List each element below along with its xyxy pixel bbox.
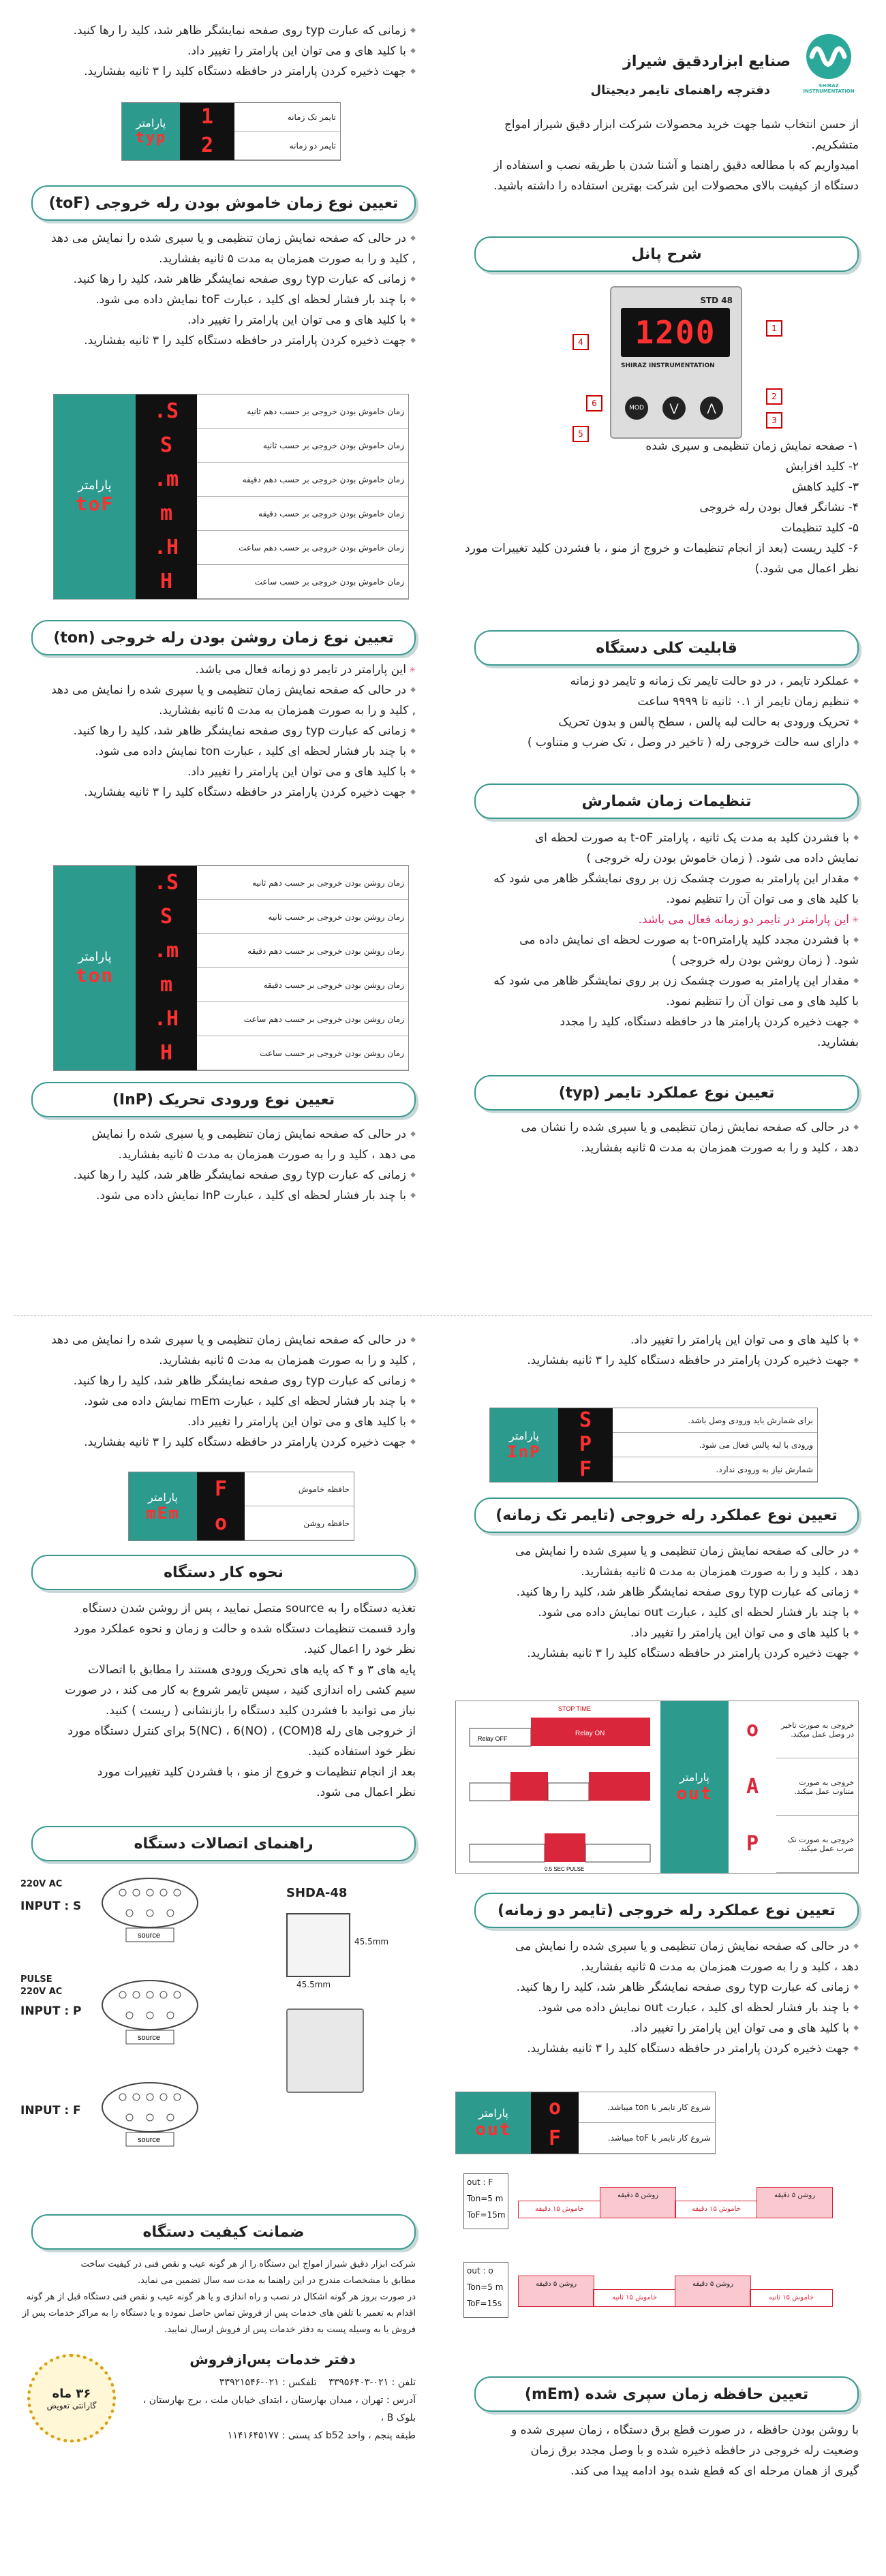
inp-rows <box>613 1408 817 1482</box>
ex1-seg-on: روشن ۵ دقیقه <box>600 2187 676 2218</box>
tof-row-desc: زمان خاموش بودن خروجی بر حسب دقیقه <box>197 497 408 531</box>
panel-legend-item: ۲- کلید افزایش <box>785 460 859 474</box>
tof-line: ◆ در حالی که صفحه نمایش زمان تنظیمی و یا سپری شده را نمایش می دهد <box>14 228 416 249</box>
ton-line: ◆ جهت ذخیره کردن پارامتر در حافظه دستگاه کلید را ۳ ثانیه بفشارید. <box>14 782 416 803</box>
warranty-line: در صورت بروز هر گونه اشکال در نصب و راه اندازی و یا هر گونه عیب و نقص فنی دستگاه قبل از هر گونه <box>26 2292 416 2302</box>
pulse-label: 0.5 SEC PULSE <box>545 1866 585 1872</box>
out1-row-desc: خروجی به صورت تک ضرب عمل میکند. <box>776 1816 858 1873</box>
tof-line: ◆ زمانی که عبارت typ روی صفحه نمایشگر ظاهر شد، کلید را رها کنید. <box>14 269 416 290</box>
ton-line: , کلید و را به صورت همزمان به مدت ۵ ثانیه بفشارید. <box>159 704 416 717</box>
input-s-label: INPUT : S <box>20 1899 82 1913</box>
wiring-diagrams <box>20 1872 416 2192</box>
tel-label: تلفن : <box>391 2377 416 2388</box>
ex1-params <box>463 2173 508 2229</box>
inp-codes <box>558 1408 613 1482</box>
section-title: تعیین نوع عملکرد رله خروجی (تایمر دو زمانه) <box>498 1902 836 1919</box>
ex2-seg-on: روشن ۵ دقیقه <box>518 2276 594 2307</box>
panel-legend-item: ۴- نشانگر فعال بودن رله خروجی <box>699 501 859 514</box>
relay-off-mark <box>470 1844 545 1862</box>
section-inp <box>31 1082 416 1117</box>
out1-code: P <box>746 1832 759 1856</box>
inp-text <box>14 1124 416 1206</box>
counting-line: ◆ جهت ذخیره کردن پارامتر ها در حافظه دستگاه، کلید را مجدد <box>463 1012 859 1032</box>
typ-line: ◆ در حالی که صفحه نمایش زمان تنظیمی و یا سپری شده را نشان می <box>463 1117 859 1138</box>
down-key[interactable]: ⋁ <box>662 397 686 420</box>
inp-line: ◆ جهت ذخیره کردن پارامتر در حافظه دستگاه کلید را ۳ ثانیه بفشارید. <box>463 1350 859 1371</box>
counting-note: ✳ این پارامتر در تایمر دو زمانه فعال می باشد. <box>463 910 859 930</box>
work-line: پایه های ۳ و ۴ که پایه های تحریک ورودی هستند را مطابق با اتصالات <box>88 1663 416 1677</box>
device-height-dim: 45.5mm <box>354 1937 389 1946</box>
section-panel <box>474 236 859 272</box>
panel-legend-item: ۵- کلید تنظیمات <box>781 521 859 535</box>
out2-param-label <box>456 2092 531 2154</box>
warranty-line: اقدام به تعمیر با تلفن های خدمات پس از فروش تماس حاصل نموده و یا دستگاه را به مراکز خدمات پس از <box>22 2308 416 2318</box>
mem-instructions <box>14 1330 416 1453</box>
section-work <box>31 1555 416 1590</box>
mem-line: ◆ با چند بار فشار لحظه ای کلید ، عبارت mEm نمایش داده می شود. <box>14 1391 416 1412</box>
callout-4: 4 <box>572 334 589 350</box>
mem-line: وضعیت رله خروجی در حافظه ذخیره شده و با وصل مجدد برق زمان <box>530 2444 859 2457</box>
counting-line: با کلید های و می توان آن را تنظیم نمود. <box>666 893 859 906</box>
section-title: تعیین حافظه زمان سپری شده (mEm) <box>524 2385 809 2403</box>
out2-text <box>463 1936 859 2059</box>
param-code: mEm <box>146 1503 180 1523</box>
device-outline-side <box>286 2008 364 2093</box>
out2-line: ◆ جهت ذخیره کردن پارامتر در حافظه دستگاه کلید را ۳ ثانیه بفشارید. <box>463 2038 859 2059</box>
inp-param-label <box>490 1408 558 1482</box>
office-address-2: طبقه پنجم ، واحد b52 کد پستی : ۱۱۴۱۶۴۵۱۷۷ <box>227 2430 416 2441</box>
out1-param-label <box>660 1701 729 1873</box>
typ-code: 2 <box>200 134 214 157</box>
ton-row-desc: زمان روشن بودن خروجی بر حسب دهم دقیقه <box>197 934 408 968</box>
ex1-head: out : F <box>467 2177 493 2187</box>
intro-line: دستگاه از کیفیت بالای محصولات این شرکت بهترین استفاده را داشته باشید. <box>493 179 859 193</box>
mem-code: F <box>214 1477 228 1501</box>
typ-code: 1 <box>200 105 214 129</box>
tof-row-desc: زمان خاموش بودن خروجی بر حسب ثانیه <box>197 429 408 463</box>
tel-value: ۰۲۱-۳۳۹۵۶۴۰۳ <box>329 2377 389 2388</box>
counting-line: ◆ با فشردن کلید به مدت یک ثانیه ، پارامتر t-oF به صورت لحظه ای <box>463 828 859 848</box>
mem-param-label <box>129 1472 197 1540</box>
tof-param-table <box>53 394 409 600</box>
ex2-seg-on: روشن ۵ دقیقه <box>675 2276 751 2307</box>
mem-line: گیری از همان مرحله ای که قطع شده بود ادامه پیدا می کند. <box>570 2464 859 2478</box>
relay-on-label: Relay ON <box>575 1730 605 1737</box>
device-display <box>621 308 730 357</box>
tof-codes <box>136 394 197 599</box>
callout-1: 1 <box>766 320 782 337</box>
out2-line: دهد ، کلید و را به صورت همزمان به مدت ۵ ثانیه بفشارید. <box>581 1960 859 1974</box>
ex2-ton: Ton=5 m <box>467 2282 504 2292</box>
section-title: ضمانت کیفیت دستگاه <box>142 2223 305 2241</box>
mem-line: ◆ با کلید های و می توان این پارامتر را تغییر داد. <box>14 1412 416 1432</box>
office-address: آدرس : تهران ، میدان بهارستان ، ابتدای خیابان ملت ، برج بهارستان ، بلوک B ، <box>142 2395 416 2423</box>
section-out1 <box>474 1498 859 1533</box>
booklet-title: دفترچه راهنمای تایمر دیجیتال <box>590 83 770 97</box>
capability-list <box>463 671 859 753</box>
typ-row-desc: تایمر دو زمانه <box>234 131 340 160</box>
ex1-ton: Ton=5 m <box>467 2194 504 2203</box>
tof-code: H <box>159 570 173 593</box>
intro-line: امیدواریم که با مطالعه دقیق راهنما و آشنا شدن با طریقه نصب و استفاده از <box>493 159 859 172</box>
param-label: پارامتر <box>509 1429 539 1442</box>
work-line: نظر خود را اعمال کنید. <box>303 1643 416 1656</box>
page-divider <box>14 1315 872 1316</box>
mem-line: با روشن بودن حافظه ، در صورت قطع برق دستگاه ، زمان سپری شده و <box>511 2423 859 2437</box>
mem-text <box>463 2420 859 2481</box>
out2-code: o <box>548 2096 562 2120</box>
section-tof <box>31 185 416 221</box>
work-text <box>14 1598 416 1803</box>
param-code: ton <box>75 964 114 987</box>
source-label: source <box>138 2136 161 2144</box>
callout-6: 6 <box>586 395 602 412</box>
input-p-voltage: 220V AC <box>20 1987 63 1997</box>
out1-row-desc: خروجی به صورت تاخیر در وصل عمل میکند. <box>776 1701 858 1758</box>
section-title: نحوه کار دستگاه <box>164 1564 284 1581</box>
counting-line: ◆ مقدار این پارامتر به صورت چشمک زن بر روی نمایشگر ظاهر می شود که <box>463 971 859 991</box>
mem-line: ◆ جهت ذخیره کردن پارامتر در حافظه دستگاه کلید را ۳ ثانیه بفشارید. <box>14 1432 416 1453</box>
relay-off-mark <box>470 1783 510 1801</box>
ex1-seg-on: روشن ۵ دقیقه <box>757 2187 833 2218</box>
section-out2 <box>474 1893 859 1928</box>
telfax-value: ۰۲۱-۳۳۹۲۱۵۴۶ <box>219 2377 279 2388</box>
param-label: پارامتر <box>679 1770 709 1784</box>
ex1-tof: ToF=15m <box>467 2210 506 2220</box>
out2-line: ◆ در حالی که صفحه نمایش زمان تنظیمی و یا سپری شده را نمایش می <box>463 1936 859 1957</box>
ton-rows <box>197 866 408 1070</box>
ton-row-desc: زمان روشن بودن خروجی بر حسب ثانیه <box>197 900 408 934</box>
ton-row-desc: زمان روشن بودن خروجی بر حسب دقیقه <box>197 968 408 1002</box>
inp-code: F <box>579 1457 592 1481</box>
tof-row-desc: زمان خاموش بودن خروجی بر حسب دهم ساعت <box>197 531 408 565</box>
ton-row-desc: زمان روشن بودن خروجی بر حسب دهم ساعت <box>197 1002 408 1036</box>
intro-line: متشکریم. <box>811 138 859 152</box>
out1-text <box>463 1541 859 1664</box>
counting-line: نمایش داده می شود. ( زمان خاموش بودن رله خروجی ) <box>586 852 859 865</box>
capability-item: ◆ عملکرد تایمر ، در دو حالت تایمر تک زمانه و تایمر دو زمانه <box>463 671 859 692</box>
intro-text <box>463 114 859 196</box>
work-line: وارد قسمت تنظیمات دستگاه شده و حالت و زمان و نحوه عملکرد مورد <box>74 1622 416 1636</box>
tof-line: ◆ با چند بار فشار لحظه ای کلید ، عبارت toF نمایش داده می شود. <box>14 290 416 310</box>
tof-code: m <box>159 501 173 525</box>
ton-row-desc: زمان روشن بودن خروجی بر حسب ساعت <box>197 1036 408 1070</box>
device-width-dim: 45.5mm <box>296 1980 331 1989</box>
company-name: صنایع ابزاردقیق شیراز <box>623 53 791 70</box>
work-line: نظر خود استفاده کنید. <box>307 1745 416 1758</box>
input-s-voltage: 220V AC <box>20 1879 63 1889</box>
tof-code: S <box>159 433 173 457</box>
out2-param-table <box>455 2092 716 2154</box>
section-title: راهنمای اتصالات دستگاه <box>134 1835 314 1852</box>
intro-line: از حسن انتخاب شما جهت خرید محصولات شرکت ابزار دقیق شیراز امواج <box>504 118 859 131</box>
ton-param-label <box>54 866 136 1070</box>
tof-row-desc: زمان خاموش بودن خروجی بر حسب ساعت <box>197 565 408 599</box>
typ-param-table <box>121 102 341 161</box>
section-title: تعیین نوع عملکرد تایمر (typ) <box>558 1084 775 1102</box>
ton-code: S <box>159 905 173 929</box>
logo-mark-icon <box>802 33 855 80</box>
ton-row-desc: زمان روشن بودن خروجی بر حسب دهم ثانیه <box>197 866 408 900</box>
work-line: نظر اعمال می شود. <box>316 1786 416 1799</box>
ton-note: ✳ این پارامتر در تایمر دو زمانه فعال می باشد. <box>14 659 416 680</box>
panel-legend-item: ۱- صفحه نمایش زمان تنظیمی و سپری شده <box>645 439 859 453</box>
param-code: typ <box>135 129 167 146</box>
out2-row-desc: شروع کار تایمر با ton میباشد. <box>579 2092 715 2123</box>
counting-line: بفشارید. <box>817 1036 859 1049</box>
warranty-line: فروش یا به وسیله پست به دفتر خدمات پس از فروش ارسال نمایید. <box>164 2325 416 2335</box>
typ-codes <box>180 103 234 160</box>
typ-text <box>463 1117 859 1158</box>
input-f-label: INPUT : F <box>20 2104 81 2117</box>
tof-rows <box>197 394 408 599</box>
tof-param-label <box>54 394 136 599</box>
out1-line: دهد ، کلید و را به صورت همزمان به مدت ۵ ثانیه بفشارید. <box>581 1565 859 1579</box>
counting-line: شود. ( زمان روشن بودن رله خروجی ) <box>671 954 859 967</box>
out1-codes <box>729 1701 776 1873</box>
tof-code: H. <box>153 536 179 559</box>
section-title: تنظیمات زمان شمارش <box>581 792 752 810</box>
input-p-pulse: PULSE <box>20 1974 52 1985</box>
section-title: تعیین نوع ورودی تحریک (InP) <box>112 1091 335 1108</box>
inp-row-desc: ورودی با لبه پالس فعال می شود. <box>613 1433 817 1457</box>
work-line: بعد از انجام تنظیمات و خروج از منو ، با فشردن کلید تغییرات مورد <box>97 1765 416 1779</box>
seal-months: ۳۶ ماه <box>52 2386 91 2401</box>
relay-off-mark <box>548 1783 589 1801</box>
mem-code: o <box>214 1511 228 1535</box>
out2-line: ◆ با چند بار فشار لحظه ای کلید ، عبارت out نمایش داده می شود. <box>463 1998 859 2018</box>
device-outline-model: SHDA-48 <box>286 1886 348 1900</box>
mem-row-desc: حافظه روشن <box>245 1506 354 1540</box>
ex2-head: out : o <box>467 2266 493 2276</box>
ex2-params <box>463 2262 508 2318</box>
out1-rows <box>776 1701 858 1873</box>
ton-code: m <box>159 973 173 997</box>
typ-line: دهد ، کلید و را به صورت همزمان به مدت ۵ ثانیه بفشارید. <box>581 1141 859 1155</box>
work-line: سیم کشی راه اندازی کنید ، سپس تایمر شروع به کار می کند ، در صورت <box>65 1683 416 1697</box>
mod-key[interactable]: MOD <box>625 397 648 420</box>
section-capability <box>474 630 859 666</box>
relay-off-label: Relay OFF <box>478 1735 508 1742</box>
seal-caption: گارانتی تعویض <box>46 2400 97 2410</box>
param-code: out <box>475 2119 512 2140</box>
capability-item: ◆ تحریک ورودی به حالت لبه پالس ، سطح پالس و بدون تحریک <box>463 712 859 732</box>
panel-legend-item: ۶- کلید ریست (بعد از انجام تنظیمات و خروج از منو ، با فشردن کلید تغییرات مورد نظر اعمال می شود.) <box>465 542 859 576</box>
param-label: پارامتر <box>136 117 166 129</box>
input-p-label: INPUT : P <box>20 2004 82 2018</box>
counting-line: ◆ با فشردن مجدد کلید پارامترt-on به صورت لحظه ای نمایش داده می <box>463 930 859 950</box>
work-line: نیاز می توانید با فشردن کلید دستگاه را بازنشانی ( ریست ) کنید. <box>106 1704 416 1718</box>
mem-line: ◆ در حالی که صفحه نمایش زمان تنظیمی و یا سپری شده را نمایش می دهد <box>14 1330 416 1350</box>
out1-line: ◆ با چند بار فشار لحظه ای کلید ، عبارت out نمایش داده می شود. <box>463 1602 859 1623</box>
typ-line: ◆ زمانی که عبارت typ روی صفحه نمایشگر ظاهر شد، کلید را رها کنید. <box>20 20 416 41</box>
ton-line: ◆ با کلید های و می توان این پارامتر را تغییر داد. <box>14 762 416 782</box>
inp-code: S <box>579 1408 592 1432</box>
ton-code: m. <box>153 939 179 963</box>
section-warranty <box>31 2214 416 2250</box>
capability-item: ◆ دارای سه حالت خروجی رله ( تاخیر در وصل ، تک ضرب و متناوب ) <box>463 732 859 753</box>
warranty-line: شرکت ابزار دقیق شیراز امواج این دستگاه را از هر گونه عیب و نقص فنی در کیفیت ساخت <box>80 2259 416 2269</box>
param-code: out <box>676 1783 713 1804</box>
out1-line: ◆ زمانی که عبارت typ روی صفحه نمایشگر ظاهر شد، کلید را رها کنید. <box>463 1582 859 1602</box>
ex2-tof: ToF=15s <box>467 2299 502 2308</box>
param-label: پارامتر <box>148 1490 178 1504</box>
tof-row-desc: زمان خاموش بودن خروجی بر حسب دهم دقیقه <box>197 463 408 497</box>
tof-code: m. <box>153 467 179 491</box>
mem-codes <box>197 1472 245 1540</box>
panel-legend-item: ۳- کلید کاهش <box>792 480 859 494</box>
inp-param-table <box>489 1408 818 1483</box>
service-office <box>129 2350 416 2445</box>
section-ton <box>31 620 416 655</box>
out2-row-desc: شروع کار تایمر با toF میباشد. <box>579 2123 715 2154</box>
out1-code: A <box>746 1775 759 1799</box>
ton-codes <box>136 866 197 1070</box>
tof-text <box>14 228 416 351</box>
input-s-diagram <box>95 1872 204 1947</box>
param-label: پارامتر <box>78 478 112 493</box>
tof-line: ◆ جهت ذخیره کردن پارامتر در حافظه دستگاه کلید را ۳ ثانیه بفشارید. <box>14 330 416 351</box>
out1-line: ◆ در حالی که صفحه نمایش زمان تنظیمی و یا سپری شده را نمایش می <box>463 1541 859 1562</box>
inp-row-desc: برای شمارش باید ورودی وصل باشد. <box>613 1408 817 1433</box>
ton-code: S. <box>153 871 179 895</box>
section-counting <box>474 783 859 819</box>
warranty-line: مطابق با مشخصات مندرج در این راهنما به مدت سه سال تضمین می نماید. <box>138 2276 416 2286</box>
section-title: تعیین نوع زمان روشن بودن رله خروجی (ton) <box>53 629 394 647</box>
param-label: پارامتر <box>478 2106 508 2120</box>
section-title: تعیین نوع عملکرد رله خروجی (تایمر تک زمانه) <box>495 1506 838 1524</box>
out1-chart <box>456 1701 660 1873</box>
param-code: InP <box>507 1442 541 1461</box>
tof-line: ◆ با کلید های و می توان این پارامتر را تغییر داد. <box>14 310 416 330</box>
device-outline-front <box>286 1913 350 1977</box>
telfax-label: تلفکس : <box>282 2377 317 2388</box>
input-p-diagram <box>95 1974 204 2049</box>
typ-rows <box>234 103 340 160</box>
section-mem <box>474 2376 859 2412</box>
section-typ <box>474 1075 859 1111</box>
param-code: toF <box>75 493 114 515</box>
relay-on-mark <box>510 1772 548 1801</box>
display-digits: 1200 <box>635 314 716 351</box>
relay-off-mark <box>585 1844 650 1862</box>
up-key[interactable]: ⋀ <box>700 397 723 420</box>
out1-line: ◆ با کلید های و می توان این پارامتر را تغییر داد. <box>463 1623 859 1643</box>
ton-line: ◆ زمانی که عبارت typ روی صفحه نمایشگر ظاهر شد، کلید را رها کنید. <box>14 721 416 741</box>
out2-line: ◆ زمانی که عبارت typ روی صفحه نمایشگر ظاهر شد، کلید را رها کنید. <box>463 1977 859 1998</box>
counting-line: ◆ مقدار این پارامتر به صورت چشمک زن بر روی نمایشگر ظاهر می شود که <box>463 869 859 889</box>
device-model: STD 48 <box>700 296 733 305</box>
inp-code: P <box>579 1433 592 1457</box>
work-line: از خروجی های رله 8(COM) ، 5(NC) ، 6(NO) برای کنترل دستگاه مورد <box>67 1724 416 1738</box>
section-title: قابلیت کلی دستگاه <box>596 639 737 657</box>
out2-line: ◆ با کلید های و می توان این پارامتر را تغییر داد. <box>463 2018 859 2038</box>
warranty-text <box>14 2256 416 2338</box>
ex2-seg-off: خاموش ۱۵ ثانیه <box>593 2289 676 2307</box>
work-line: تغذیه دستگاه را به source متصل نمایید ، پس از روشن شدن دستگاه <box>82 1602 416 1615</box>
source-label: source <box>138 2034 161 2042</box>
logo-text: SHIRAZ INSTRUMENTATION <box>803 83 855 94</box>
ton-param-table <box>53 865 409 1071</box>
counting-text <box>463 828 859 1053</box>
panel-legend <box>463 436 859 579</box>
typ-line: ◆ جهت ذخیره کردن پارامتر در حافظه دستگاه کلید را ۳ ثانیه بفشارید. <box>20 61 416 82</box>
inp-line: می دهد ، کلید و را به صورت همزمان به مدت ۵ ثانیه بفشارید. <box>118 1148 416 1162</box>
logo <box>802 33 855 95</box>
inp-line: ◆ با کلید های و می توان این پارامتر را تغییر داد. <box>463 1330 859 1350</box>
callout-2: 2 <box>766 388 782 405</box>
ton-code: H <box>159 1041 173 1065</box>
ton-text <box>14 659 416 803</box>
source-label: source <box>138 1931 161 1940</box>
mem-line: ◆ زمانی که عبارت typ روی صفحه نمایشگر ظاهر شد، کلید را رها کنید. <box>14 1371 416 1391</box>
typ-continued <box>20 20 416 82</box>
section-wiring <box>31 1826 416 1861</box>
device-body <box>610 286 742 439</box>
out2-example-2 <box>463 2262 859 2330</box>
device-brand: SHIRAZ INSTRUMENTATION <box>621 362 715 369</box>
out1-code: o <box>746 1718 759 1741</box>
panel-diagram <box>572 286 777 443</box>
counting-line: با کلید های و می توان آن را تنظیم نمود. <box>666 995 859 1008</box>
section-title: تعیین نوع زمان خاموش بودن رله خروجی (toF) <box>48 194 399 212</box>
out1-param-table <box>455 1701 859 1874</box>
mem-row-desc: حافظه خاموش <box>245 1472 354 1506</box>
typ-param-label <box>122 103 180 160</box>
tof-line: , کلید و را به صورت همزمان به مدت ۵ ثانیه بفشارید. <box>159 252 416 266</box>
out2-codes <box>531 2092 579 2154</box>
section-title: شرح پانل <box>631 245 702 263</box>
ex1-seg-off: خاموش ۱۵ دقیقه <box>518 2201 601 2218</box>
stop-time-label: STOP TIME <box>558 1705 592 1712</box>
param-label: پارامتر <box>78 950 112 964</box>
relay-on-mark <box>545 1833 585 1862</box>
ex2-seg-off: خاموش ۱۵ ثانیه <box>750 2289 833 2307</box>
relay-on-mark <box>589 1772 650 1801</box>
out2-rows <box>579 2092 715 2154</box>
inp-continued <box>463 1330 859 1371</box>
out1-row-desc: خروجی به صورت متناوب عمل میکند. <box>776 1758 858 1816</box>
mem-line: , کلید و را به صورت همزمان به مدت ۵ ثانیه بفشارید. <box>159 1354 416 1367</box>
out1-timing-chart <box>456 1701 660 1873</box>
office-title: دفتر خدمات پس‌ازفروش <box>189 2351 356 2368</box>
ton-line: ◆ در حالی که صفحه نمایش زمان تنظیمی و یا سپری شده را نمایش می دهد <box>14 680 416 700</box>
typ-line: ◆ با کلید های و می توان این پارامتر را تغییر داد. <box>20 41 416 61</box>
office-phones <box>129 2374 416 2391</box>
inp-line: ◆ با چند بار فشار لحظه ای کلید ، عبارت InP نمایش داده می شود. <box>14 1185 416 1206</box>
ton-line: ◆ با چند بار فشار لحظه ای کلید ، عبارت ton نمایش داده می شود. <box>14 741 416 762</box>
inp-row-desc: شمارش نیاز به ورودی ندارد. <box>613 1457 817 1482</box>
inp-line: ◆ زمانی که عبارت typ روی صفحه نمایشگر ظاهر شد، کلید را رها کنید. <box>14 1165 416 1185</box>
warranty-seal <box>27 2354 116 2442</box>
input-f-diagram <box>95 2077 204 2152</box>
mem-param-table <box>128 1472 354 1541</box>
typ-row-desc: تایمر تک زمانه <box>234 103 340 131</box>
capability-item: ◆ تنظیم زمان تایمر از ۰.۱ ثانیه تا ۹۹۹۹ ساعت <box>463 692 859 712</box>
ton-code: H. <box>153 1007 179 1031</box>
callout-5: 5 <box>572 426 589 442</box>
out2-code: F <box>548 2126 562 2150</box>
inp-line: ◆ در حالی که صفحه نمایش زمان تنظیمی و یا سپری شده را نمایش <box>14 1124 416 1145</box>
ex1-seg-off: خاموش ۱۵ دقیقه <box>675 2201 758 2218</box>
callout-3: 3 <box>766 412 782 429</box>
out2-example-1 <box>463 2173 859 2241</box>
mem-rows <box>245 1472 354 1540</box>
tof-code: S. <box>153 399 179 423</box>
out1-line: ◆ جهت ذخیره کردن پارامتر در حافظه دستگاه کلید را ۳ ثانیه بفشارید. <box>463 1643 859 1664</box>
tof-row-desc: زمان خاموش بودن خروجی بر حسب دهم ثانیه <box>197 394 408 429</box>
